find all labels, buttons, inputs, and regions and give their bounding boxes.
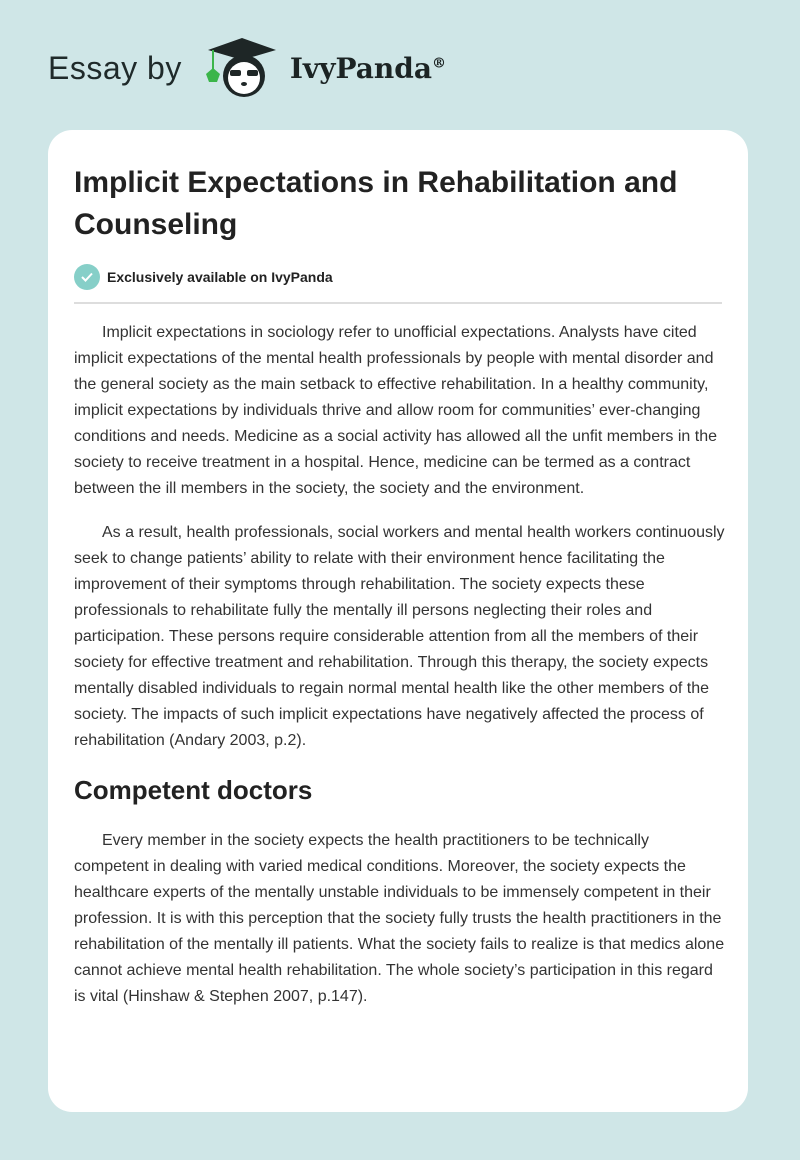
brand-name: IvyPanda® — [289, 51, 446, 85]
paragraph: Every member in the society expects the health practitioners to be technically competent in dealing with varied medical conditions. Moreover, the society expects the healthcare experts of the mentally unstable individuals to be immensely competent in their profession. It is with this perception that the society fully trusts the health practitioners in the rehabilitation of the mentally ill patients. What the society fails to realize is that medics alone cannot achieve mental health rehabilitation. The whole society’s participation in this regard is vital (Hinshaw & Stephen 2007, p.147). — [74, 832, 725, 1005]
divider — [74, 302, 722, 304]
essay-card — [48, 130, 748, 1112]
panda-logo-icon — [200, 36, 284, 100]
section-heading: Competent doctors — [74, 775, 313, 805]
check-icon — [74, 264, 100, 290]
paragraph: Implicit expectations in sociology refer to unofficial expectations. Analysts have cited implicit expectations of the mental health professionals by people with mental disorder and the general society as the main setback to effective rehabilitation. In a healthy community, implicit expectations by individuals thrive and allow room for communities’ ever-changing conditions and needs. Medicine as a social activity has allowed all the unfit members in the society to receive treatment in a hospital. Hence, medicine can be termed as a contract between the ill members in the society, the society and the environment. — [74, 324, 718, 497]
article-body — [74, 320, 726, 1028]
ivypanda-logo[interactable] — [48, 36, 446, 100]
page-title: Implicit Expectations in Rehabilitation and Counseling — [74, 166, 678, 241]
essay-by-label: Essay by — [48, 49, 182, 86]
badge-label: Exclusively available on IvyPanda — [107, 269, 333, 285]
exclusive-badge — [74, 264, 333, 290]
paragraph: As a result, health professionals, social workers and mental health workers continuously seek to change patients’ ability to relate with their environment hence facilitating the improvement of their symptoms through rehabilitation. The society expects these professionals to rehabilitate fully the mentally ill persons neglecting their roles and participation. These persons require considerable attention from all the members of their society for effective treatment and rehabilitation. Through this therapy, the society expects mentally disabled individuals to regain normal mental health like the other members of the society. The impacts of such implicit expectations have negatively affected the process of rehabilitation (Andary 2003, p.2). — [74, 524, 725, 749]
